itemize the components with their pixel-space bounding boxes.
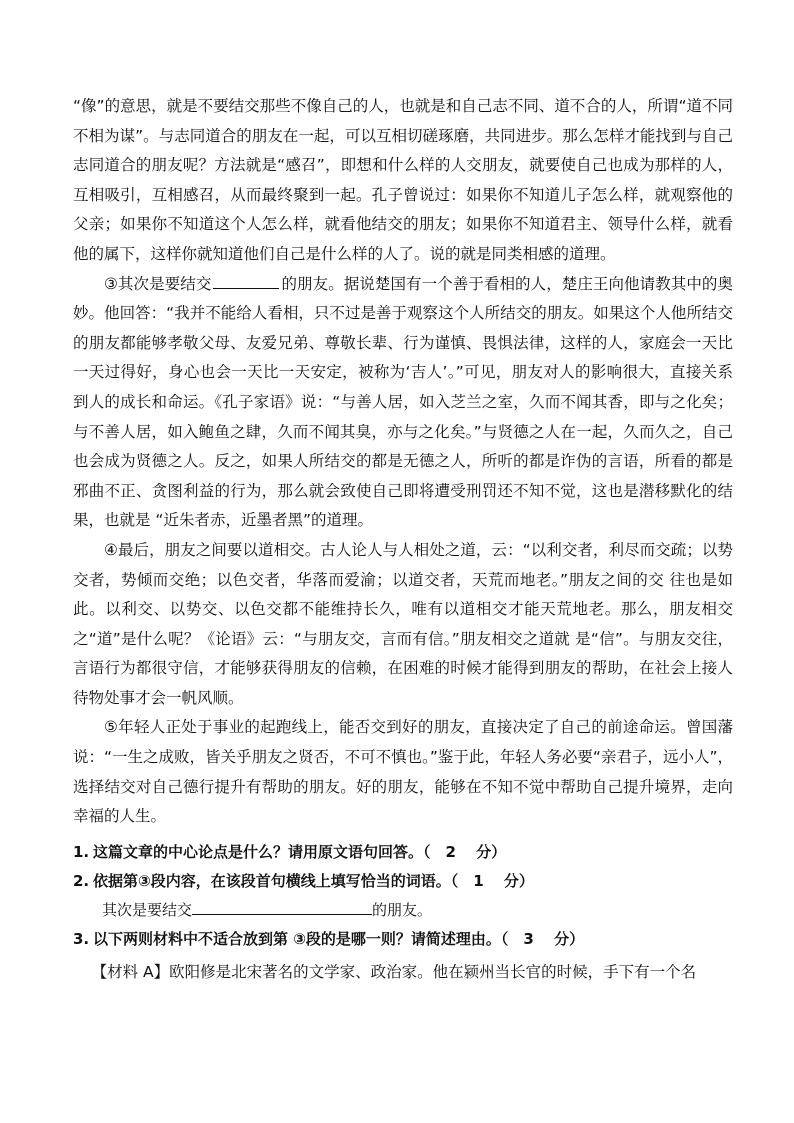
paragraph-3-body: 的朋友。据说楚国有一个善于看相的人，楚庄王向他请教其中的奥妙。他回答：“我并不能给人看相，只不过是善于观察这个人所结交的朋友。如果这个人他所结交的朋友都能够孝敬父母、友爱兄弟、尊敬长辈、行为谨慎、畏惧法律，这样的人，家庭会一天比一天过得好，身心也会一天比一天安定，被称为‘吉人’。”可见，朋友对人的影响很大，直接关系到人的成长和命运。《孔子家语》说：“与善人居，如入芝兰之室，久而不闻其香，即与之化矣；与不善人居，如入鲍鱼之肆，久而不闻其臭，亦与之化矣。”与贤德之人在一起，久而久之，自己也会成为贤德之人。反之，如果人所结交的都是无德之人，所听的都是诈伪的言语，所看的都是邪曲不正、贪图利益的行为，那么就会致使自己即将遭受刑罚还不知不觉，这也是潜移默化的结果，也就是 “近朱者赤，近墨者黑”的道理。 bbox=[73, 274, 733, 530]
fill-blank[interactable] bbox=[213, 274, 279, 289]
question-text: 依据第③段内容，在该段首句横线上填写恰当的词语。（ 1 分） bbox=[93, 871, 534, 890]
document-page bbox=[73, 92, 733, 987]
answer-line-lead: 其次是要结交 bbox=[102, 900, 193, 919]
paragraph-3-lead: ③其次是要结交 bbox=[104, 274, 212, 293]
answer-line bbox=[102, 896, 733, 925]
question-text: 这篇文章的中心论点是什么？请用原文语句回答。（ 2 分） bbox=[93, 842, 507, 861]
question-3 bbox=[73, 925, 733, 954]
question-number: 1. bbox=[73, 842, 90, 861]
paragraph-1: “像”的意思，就是不要结交那些不像自己的人，也就是和自己志不同、道不合的人，所谓“道不同不相为谋”。与志同道合的朋友在一起，可以互相切磋琢磨，共同进步。那么怎样才能找到与自己志同道合的朋友呢？方法就是“感召”，即想和什么样的人交朋友，就要使自己也成为那样的人，互相吸引，互相感召，从而最终聚到一起。孔子曾说过：如果你不知道儿子怎么样，就观察他的父亲；如果你不知道这个人怎么样，就看他结交的朋友；如果你不知道君主、领导什么样，就看他的属下，这样你就知道他们自己是什么样的人了。说的就是同类相感的道理。 bbox=[73, 97, 733, 263]
paragraph-5: ⑤年轻人正处于事业的起跑线上，能否交到好的朋友，直接决定了自己的前途命运。曾国藩说：“一生之成败，皆关乎朋友之贤否，不可不慎也。”鉴于此，年轻人务必要“亲君子，远小人”，选择结交对自己德行提升有帮助的朋友。好的朋友，能够在不知不觉中帮助自己提升境界，走向幸福的人生。 bbox=[73, 718, 733, 826]
answer-line-tail: 的朋友。 bbox=[372, 900, 433, 919]
paragraph-4: ④最后，朋友之间要以道相交。古人论人与人相处之道，云：“以利交者，利尽而交疏；以势交者，势倾而交绝；以色交者，华落而爱渝；以道交者，天荒而地老。”朋友之间的交 往也是如此。以利交、以势交、以色交都不能维持长久，唯有以道相交才能天荒地老。那么，朋友相交之“道”是什么呢？《论语》云：“与朋友交，言而有信。”朋友相交之道就 是“信”。与朋友交往，言语行为都很守信，才能够获得朋友的信赖，在困难的时候才能得到朋友的帮助，在社会上接人待物处事才会一帆风顺。 bbox=[73, 540, 733, 707]
question-text: 以下两则材料中不适合放到第 ③段的是哪一则？请简述理由。（ 3 分） bbox=[93, 929, 585, 948]
question-list bbox=[73, 838, 733, 987]
question-number: 2. bbox=[73, 871, 90, 890]
material-a: 【材料 A】欧阳修是北宋著名的文学家、政治家。他在颍州当长官的时候，手下有一个名 bbox=[91, 962, 697, 981]
paragraph-3 bbox=[73, 270, 733, 536]
question-2 bbox=[73, 867, 733, 896]
question-number: 3. bbox=[73, 929, 90, 948]
question-1 bbox=[73, 838, 733, 867]
answer-blank[interactable] bbox=[192, 900, 372, 915]
